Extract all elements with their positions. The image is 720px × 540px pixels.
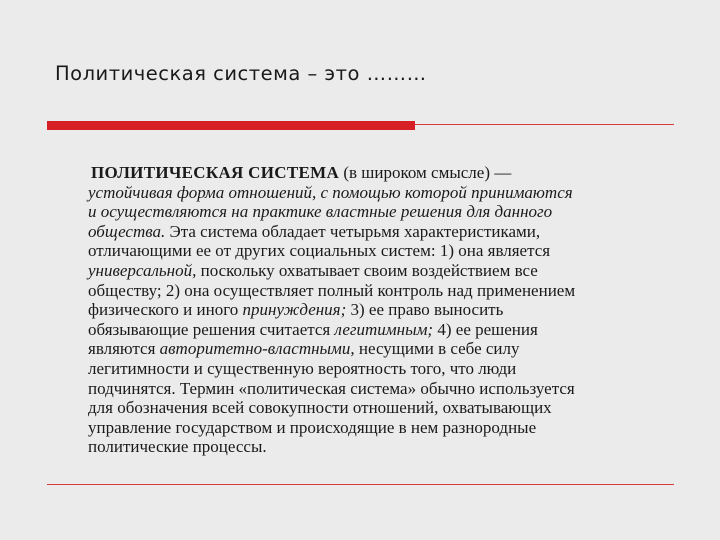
definition-line: обществу; 2) она осуществляет полный контроль над применением	[88, 280, 576, 300]
definition-line: ПОЛИТИЧЕСКАЯ СИСТЕМА (в широком смысле) —	[91, 163, 512, 182]
definition-line: отличающими ее от других социальных систем: 1) она является	[88, 241, 551, 261]
definition-line: подчинятся. Термин «политическая система» обычно используется	[88, 378, 575, 398]
definition-term: ПОЛИТИЧЕСКАЯ СИСТЕМА	[91, 163, 340, 182]
definition-line: легитимности и существенную вероятность того, что люди	[88, 358, 517, 378]
definition-line: устойчивая форма отношений, с помощью которой принимаются	[88, 182, 573, 202]
definition-line: политические процессы.	[88, 437, 267, 457]
definition-text	[88, 163, 678, 457]
definition-line: общества. Эта система обладает четырьмя характеристиками,	[88, 221, 541, 241]
definition-line: для обозначения всей совокупности отношений, охватывающих	[88, 398, 552, 418]
definition-line: и осуществляются на практике властные решения для данного	[88, 202, 553, 222]
definition-line: универсальной, поскольку охватывает своим воздействием все	[88, 260, 538, 280]
footer-divider-line	[47, 484, 674, 485]
definition-line: обязывающие решения считается легитимным; 4) ее решения	[88, 319, 538, 339]
slide-title: Политическая система – это ………	[55, 62, 427, 85]
definition-line: управление государством и происходящие в нем разнородные	[88, 417, 537, 437]
definition-line: физического и иного принуждения; 3) ее право выносить	[88, 300, 504, 320]
title-accent-bar	[47, 121, 415, 130]
definition-line: являются авторитетно-властными, несущими в себе силу	[88, 339, 520, 359]
